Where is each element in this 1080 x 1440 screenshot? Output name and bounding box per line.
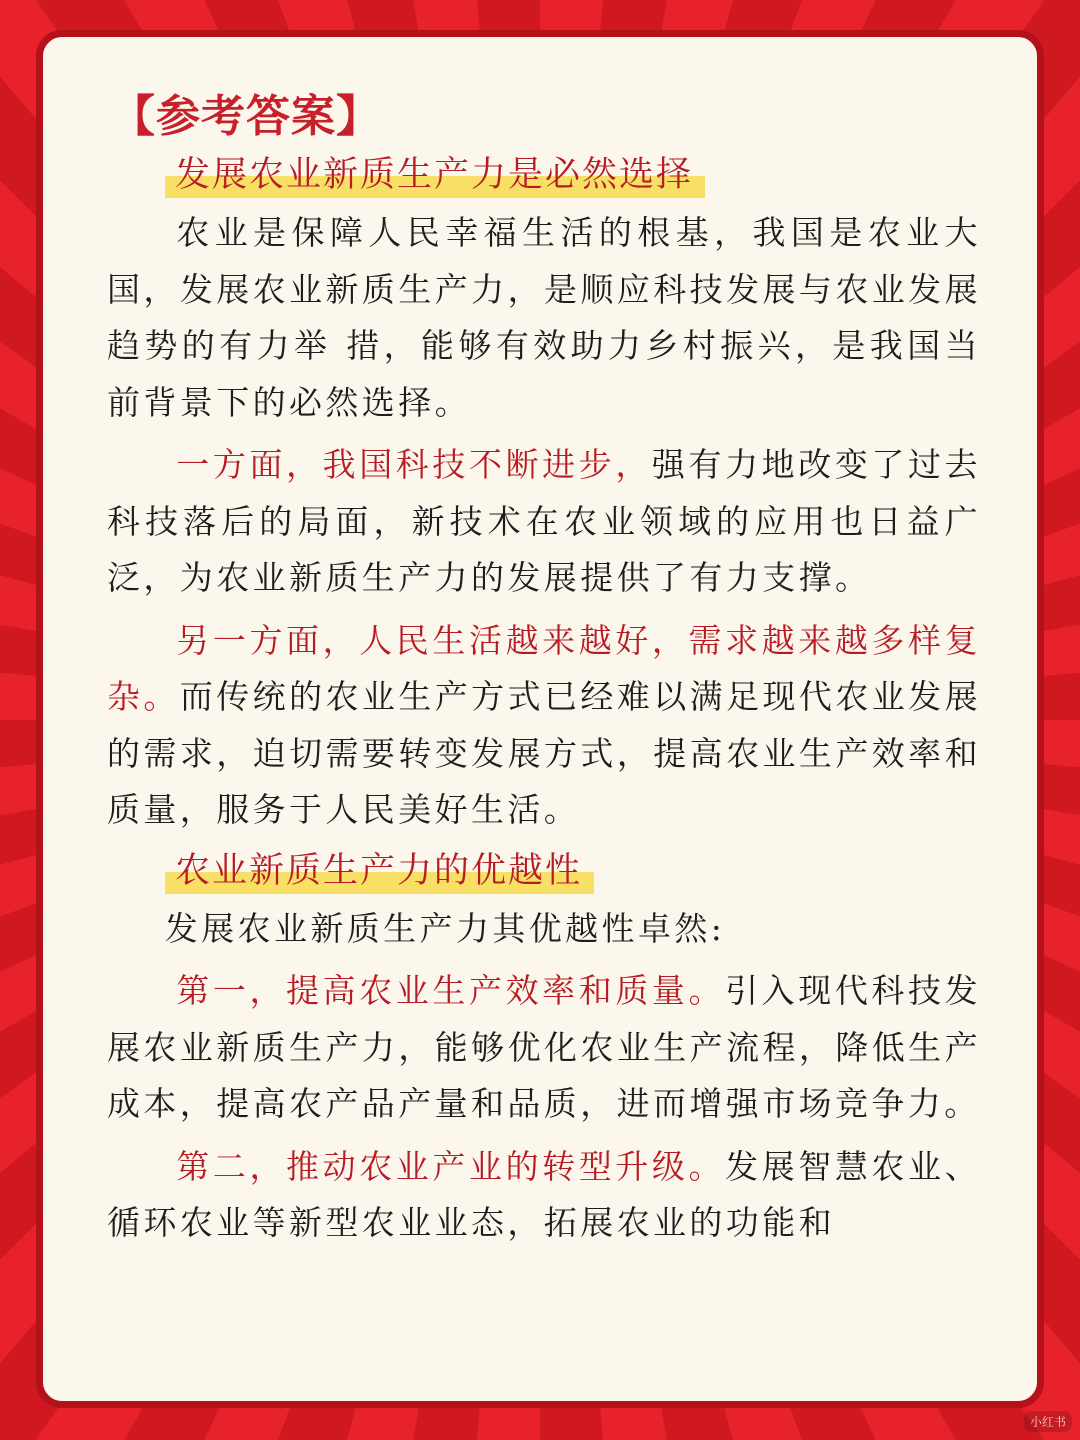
- paragraph-text: 引入现代科技发展农业新质生产力，能够优化农业生产流程，降低生产成本，提高农产品产量和品质，进而增强市场竞争力。: [107, 971, 981, 1123]
- paragraph: [107, 205, 981, 431]
- paragraph: [107, 963, 981, 1133]
- page-title: 【参考答案】: [111, 91, 381, 142]
- paragraph-lead: 另一方面，人民生活越来越好，需求越来越多样复杂。: [107, 620, 981, 716]
- section-heading: 农业新质生产力的优越性: [165, 845, 594, 897]
- paragraph: [107, 613, 981, 839]
- watermark-logo: 小红书: [1024, 1411, 1072, 1432]
- paragraph-lead: 一方面，我国科技不断进步，: [176, 445, 652, 484]
- paragraph-lead: 第二，推动农业产业的转型升级。: [176, 1146, 726, 1186]
- paragraph-text: 强有力地改变了过去科技落后的局面，新技术在农业领域的应用也日益广泛，为农业新质生产力的发展提供了有力支撑。: [107, 445, 981, 597]
- paragraph-text: 发展智慧农业、循环农业等新型农业业态，拓展农业的功能和: [107, 1146, 981, 1242]
- paragraph: [107, 901, 981, 958]
- section-necessity: [107, 149, 981, 839]
- paragraph: [107, 437, 981, 607]
- content-card: [36, 30, 1044, 1408]
- paragraph-text: 而传统的农业生产方式已经难以满足现代农业发展的需求，迫切需要转变发展方式，提高农业生产效率和质量，服务于人民美好生活。: [107, 677, 981, 829]
- section-superiority: [107, 845, 981, 1252]
- paragraph-text: 发展农业新质生产力其优越性卓然:: [164, 908, 726, 948]
- paragraph: [107, 1139, 981, 1252]
- paragraph-lead: 第一，提高农业生产效率和质量。: [176, 971, 726, 1010]
- section-heading: 发展农业新质生产力是必然选择: [165, 149, 705, 201]
- article: [107, 87, 981, 1258]
- paragraph-text: 农业是保障人民幸福生活的根基，我国是农业大国，发展农业新质生产力，是顺应科技发展与农业发展趋势的有力举 措，能够有效助力乡村振兴，是我国当前背景下的必然选择。: [107, 213, 981, 422]
